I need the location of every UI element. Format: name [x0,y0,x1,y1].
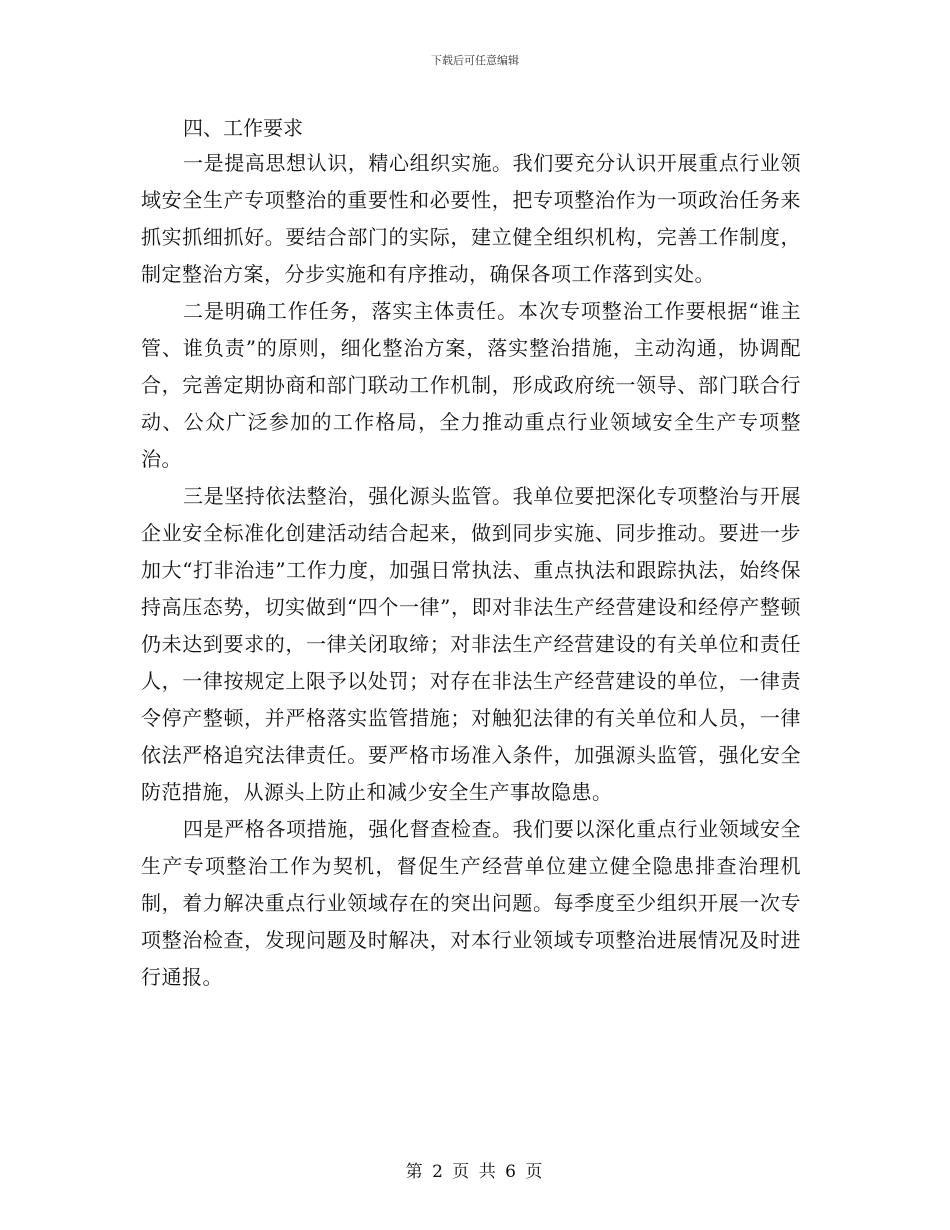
paragraph-2: 二是明确工作任务，落实主体责任。本次专项整治工作要根据“谁主管、谁负责”的原则，细化整治方案，落实整治措施，主动沟通，协调配合，完善定期协商和部门联动工作机制，形成政府统一领导、部门联合行动、公众广泛参加的工作格局，全力推动重点行业领域安全生产专项整治。 [141,299,801,471]
paragraph-1: 一是提高思想认识，精心组织实施。我们要充分认识开展重点行业领域安全生产专项整治的重要性和必要性，把专项整治作为一项政治任务来抓实抓细抓好。要结合部门的实际，建立健全组织机构，完善工作制度，制定整治方案，分步实施和有序推动，确保各项工作落到实处。 [141,151,801,286]
page-header-note: 下载后可任意编辑 [431,54,519,67]
section-title: 四、工作要求 [183,116,303,140]
paragraph-4: 四是严格各项措施，强化督查检查。我们要以深化重点行业领域安全生产专项整治工作为契机，督促生产经营单位建立健全隐患排查治理机制，着力解决重点行业领域存在的突出问题。每季度至少组织开展一次专项整治检查，发现问题及时解决，对本行业领域专项整治进展情况及时进行通报。 [141,817,801,989]
document-body [141,112,801,996]
page-number: 第 2 页 共 6 页 [405,1162,545,1182]
paragraph-3: 三是坚持依法整治，强化源头监管。我单位要把深化专项整治与开展企业安全标准化创建活动结合起来，做到同步实施、同步推动。要进一步加大“打非治违”工作力度，加强日常执法、重点执法和跟踪执法，始终保持高压态势，切实做到“四个一律”，即对非法生产经营建设和经停产整顿仍未达到要求的，一律关闭取缔；对非法生产经营建设的有关单位和责任人，一律按规定上限予以处罚；对存在非法生产经营建设的单位，一律责令停产整顿，并严格落实监管措施；对触犯法律的有关单位和人员，一律依法严格追究法律责任。要严格市场准入条件，加强源头监管，强化安全防范措施，从源头上防止和减少安全生产事故隐患。 [141,484,801,804]
